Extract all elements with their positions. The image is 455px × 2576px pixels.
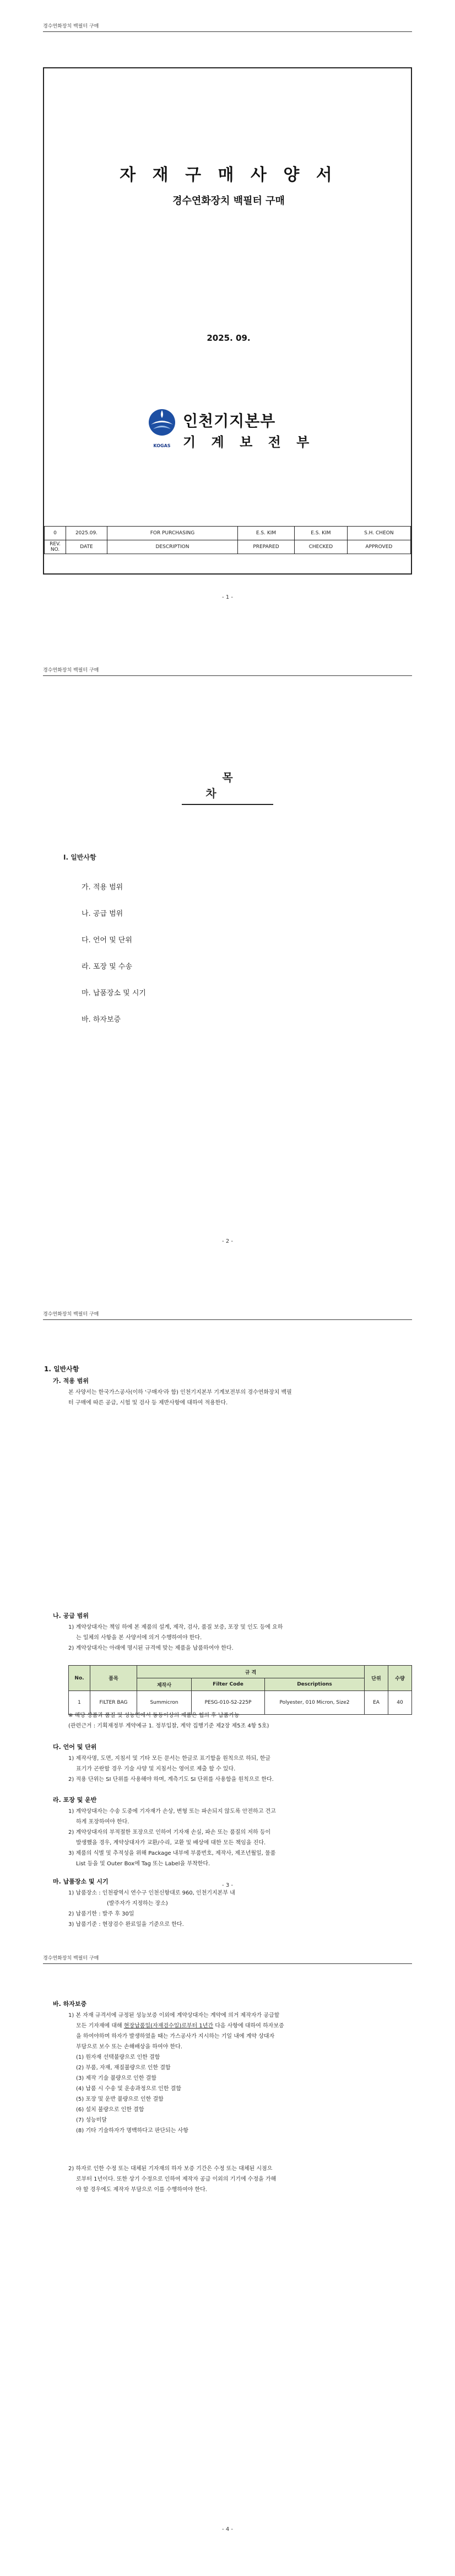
text-line: 을 하여야하며 하자가 발생하였을 때는 가스공사가 지시하는 기일 내에 계약 상대자 — [76, 2033, 275, 2040]
col-unit: 단위 — [365, 1666, 388, 1691]
cell-no: 1 — [69, 1691, 90, 1715]
warranty-list-item: (8) 기타 기술하자가 명백하다고 판단되는 사항 — [76, 2128, 188, 2134]
toc-item[interactable]: 가. 적용 범위 — [82, 883, 123, 892]
col-item: 품목 — [90, 1666, 137, 1691]
toc-item[interactable]: 마. 납품장소 및 시기 — [82, 989, 146, 997]
text-line: 3) 제품의 식별 및 추적성을 위해 Package 내부에 부품번호, 제작사, 제조년월일, 물품 — [68, 1850, 276, 1856]
page-number: - 2 - — [222, 1238, 233, 1244]
document-title: 자 재 구 매 사 양 서 — [120, 165, 338, 185]
delivery-heading: 마. 납품장소 및 시기 — [53, 1878, 109, 1885]
text-line: 로부터 1년이다. 또한 상기 수정으로 인하여 제작자 공급 이외의 기기에 수정을 가해 — [76, 2176, 277, 2182]
warranty-list-item: (4) 납품 시 수송 및 운송과정으로 인한 결함 — [76, 2086, 181, 2092]
supply-spec-table — [68, 1665, 412, 1715]
text-line: 야 할 경우에도 제작자 부담으로 이를 수행하여야 한다. — [76, 2187, 207, 2193]
language-paragraph — [68, 1753, 274, 1785]
text-line: 1) 본 자재 규격서에 규정된 성능보증 이외에 계약상대자는 계약에 의거 제작자가 공급할 — [68, 2012, 280, 2019]
text-line — [68, 2021, 284, 2031]
warranty-list-item: (7) 성능미달 — [76, 2117, 107, 2123]
rev-description-header: DESCRIPTION — [107, 540, 238, 554]
supply-heading: 나. 공급 범위 — [53, 1612, 89, 1619]
page-number: - 1 - — [222, 594, 233, 600]
toc-item[interactable]: 다. 언어 및 단위 — [82, 936, 132, 944]
language-heading: 다. 언어 및 단위 — [53, 1743, 97, 1751]
page-header: 경수연화장치 백필터 구매 — [43, 22, 412, 32]
col-filter-code: Filter Code — [192, 1678, 265, 1691]
document-date: 2025. 09. — [207, 333, 251, 343]
text-line: 1) 계약상대자는 수송 도중에 기자재가 손상, 변형 또는 파손되지 않도록 안전하고 견고 — [68, 1808, 276, 1815]
rev-approved-header: APPROVED — [347, 540, 410, 554]
text-line: 는 일체의 사항을 본 사양서에 의거 수행하여야 한다. — [76, 1635, 202, 1641]
cover-frame — [43, 67, 412, 575]
logo-org-name: 인천기지본부 — [183, 412, 276, 430]
text-line: 하게 포장하여야 한다. — [76, 1819, 129, 1825]
rev-date-header: DATE — [66, 540, 107, 554]
col-spec: 규 격 — [137, 1666, 365, 1678]
kogas-logo — [148, 408, 313, 452]
text-line: 1) 제작사명, 도면, 지침서 및 기타 모든 문서는 한글로 표기함을 원칙으로 하되, 한글 — [68, 1756, 271, 1762]
page-header: 경수연화장치 백필터 구매 — [43, 1954, 412, 1964]
text-run: 다음 사항에 대하여 하자보증 — [213, 2023, 284, 2029]
text-line: 표기가 곤란할 경우 기술 사양 및 지침서는 영어로 제출 할 수 있다. — [76, 1766, 236, 1772]
toc-section-heading: I. 일반사항 — [63, 854, 96, 861]
warranty-list-item: (1) 원자재 선택불량으로 인한 결함 — [76, 2054, 160, 2060]
warranty-paragraph-2 — [68, 2164, 276, 2195]
warranty-list-item: (5) 포장 및 운반 불량으로 인한 결함 — [76, 2096, 164, 2102]
cover-page — [0, 0, 455, 644]
text-line: ※ 해당 상품과 품질 및 성능면에서 동등이상의 제품은 협의 후 납품가능 — [68, 1713, 240, 1719]
delivery-paragraph — [68, 1888, 235, 1930]
revision-header-row — [45, 540, 411, 554]
page-number: - 3 - — [222, 1882, 233, 1888]
warranty-list-item: (3) 제작 기술 불량으로 인한 결함 — [76, 2075, 156, 2081]
col-no: No. — [69, 1666, 90, 1691]
text-line: (관련근거 : 기획재정부 계약예규 1. 정부입찰, 계약 집행기준 제2장 제5조 4항 5호) — [68, 1723, 269, 1729]
rev-approved-cell: S.H. CHEON — [347, 527, 410, 540]
warranty-paragraph-1 — [68, 2010, 284, 2136]
cell-maker: Summicron — [137, 1691, 192, 1715]
page-header: 경수연화장치 백필터 구매 — [43, 1310, 412, 1320]
scope-heading: 가. 적용 범위 — [53, 1377, 89, 1384]
text-line: 3) 납품기준 : 현장검수 완료일을 기준으로 한다. — [68, 1922, 184, 1928]
text-line: 부담으로 보수 또는 손해배상을 하여야 한다. — [76, 2044, 182, 2050]
cell-filter-code: PESG-010-S2-225P — [192, 1691, 265, 1715]
text-line: (발주자가 지정하는 장소) — [107, 1901, 168, 1907]
packing-paragraph — [68, 1806, 276, 1869]
rev-no-cell: 0 — [45, 527, 66, 540]
rev-prepared-cell: E.S. KIM — [238, 527, 295, 540]
cell-description: Polyester, 010 Micron, Size2 — [265, 1691, 365, 1715]
cell-item: FILTER BAG — [90, 1691, 137, 1715]
cell-unit: EA — [365, 1691, 388, 1715]
text-run: 모든 기자재에 대해 — [76, 2023, 124, 2029]
toc-item[interactable]: 바. 하자보증 — [82, 1016, 121, 1024]
text-line: 2) 납품기한 : 발주 후 30일 — [68, 1911, 134, 1917]
page-number: - 4 - — [222, 2526, 233, 2532]
table-header-row — [69, 1666, 412, 1678]
text-line: 2) 계약상대자는 아래에 명시된 규격에 맞는 제품을 납품하여야 한다. — [68, 1645, 234, 1651]
text-line: 1) 납품장소 : 인천광역시 연수구 인천신항대로 960, 인천기지본부 내 — [68, 1890, 235, 1896]
warranty-period-underlined: 현장납품일(자재검수일)로부터 1년간 — [123, 2023, 214, 2029]
text-line: List 등을 및 Outer Box에 Tag 또는 Label을 부착한다. — [76, 1861, 210, 1867]
rev-checked-header: CHECKED — [295, 540, 348, 554]
rev-no-header: REV. NO. — [45, 540, 66, 554]
toc-item[interactable]: 라. 포장 및 수송 — [82, 963, 132, 971]
document-subtitle: 경수연화장치 백필터 구매 — [172, 195, 285, 207]
text-line: 터 구매에 따른 공급, 시험 및 검사 등 제반사항에 대하여 적용한다. — [68, 1400, 228, 1406]
rev-date-cell: 2025.09. — [66, 527, 107, 540]
rev-description-cell: FOR PURCHASING — [107, 527, 238, 540]
text-line: 1) 계약상대자는 책임 하에 본 제품의 설계, 제작, 검사, 품질 보증, 포장 및 인도 등에 요하 — [68, 1624, 283, 1630]
revision-table — [44, 526, 411, 554]
kogas-emblem-icon — [148, 408, 176, 442]
section-title-general: 1. 일반사항 — [44, 1365, 79, 1373]
page-header: 경수연화장치 백필터 구매 — [43, 666, 412, 676]
logo-dept-name: 기 계 보 전 부 — [183, 434, 315, 450]
text-line: 본 사양서는 한국가스공사(이하 '구매자'라 함) 인천기지본부 기계보전부의 경수연화장치 백필 — [68, 1389, 292, 1396]
text-line: 발생했을 경우, 계약상대자가 교환/수리, 교환 및 배상에 대한 모든 책임을 진다. — [76, 1840, 266, 1846]
text-line: 2) 계약상대자의 부적절한 포장으로 인하여 기자재 손실, 파손 또는 품질의 저하 등이 — [68, 1829, 271, 1836]
text-line: 2) 적용 단위는 SI 단위를 사용해야 하며, 계측기도 SI 단위를 사용함을 원칙으로 한다. — [68, 1777, 274, 1783]
toc-title: 목 차 — [182, 769, 273, 805]
table-note — [68, 1710, 269, 1731]
toc-item[interactable]: 나. 공급 범위 — [82, 910, 123, 918]
revision-row — [45, 527, 411, 540]
rev-checked-cell: E.S. KIM — [295, 527, 348, 540]
col-qty: 수량 — [388, 1666, 412, 1691]
packing-heading: 라. 포장 및 운반 — [53, 1796, 97, 1804]
cell-qty: 40 — [388, 1691, 412, 1715]
supply-paragraph — [68, 1622, 283, 1654]
toc-page — [0, 644, 455, 1288]
text-line: 2) 하자로 인한 수정 또는 대체된 기자재의 하자 보증 기간은 수정 또는 대체된 시점으 — [68, 2166, 273, 2172]
warranty-heading: 바. 하자보증 — [53, 2000, 87, 2008]
logo-caption: KOGAS — [153, 443, 171, 448]
warranty-list-item: (6) 설치 불량으로 인한 결함 — [76, 2107, 144, 2113]
col-maker: 제작사 — [137, 1678, 192, 1691]
rev-prepared-header: PREPARED — [238, 540, 295, 554]
scope-paragraph — [68, 1387, 292, 1408]
warranty-list-item: (2) 부품, 자재, 재질불량으로 인한 결함 — [76, 2065, 171, 2071]
col-descriptions: Descriptions — [265, 1678, 365, 1691]
